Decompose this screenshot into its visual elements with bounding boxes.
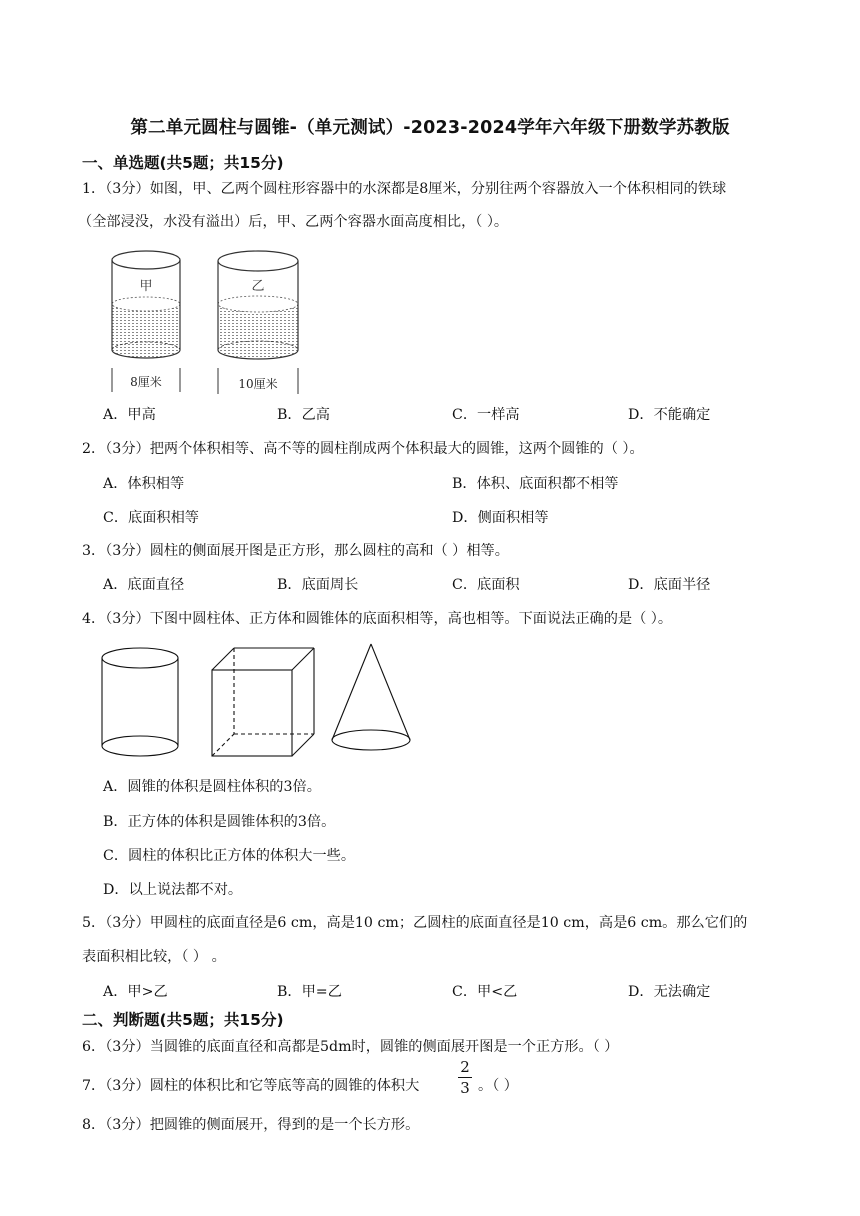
cylinder-yi-label: 乙 [251,279,265,294]
cube-shape [212,648,314,756]
fraction-numerator: 2 [460,1058,470,1076]
question-5-option-d[interactable]: D．无法确定 [628,984,711,1000]
question-7-fraction [458,1058,472,1097]
question-3-option-b[interactable]: B．底面周长 [277,577,359,593]
figure-two-cylinders [100,244,320,400]
cylinder-yi [218,251,298,394]
question-3-option-c[interactable]: C．底面积 [452,577,520,593]
question-2-text: 2．（3分）把两个体积相等、高不等的圆柱削成两个体积最大的圆锥，这两个圆锥的（ ）。 [82,441,644,457]
question-2-option-b[interactable]: B．体积、底面积都不相等 [452,476,619,492]
question-2-option-c[interactable]: C．底面积相等 [103,510,199,526]
question-1-option-b[interactable]: B．乙高 [277,407,330,423]
question-1-option-a[interactable]: A．甲高 [103,407,156,423]
question-4-option-d[interactable]: D．以上说法都不对。 [103,882,243,898]
question-6-text: 6．（3分）当圆锥的底面直径和高都是5dm时，圆锥的侧面展开图是一个正方形。（ ） [82,1039,619,1055]
question-3-option-a[interactable]: A．底面直径 [103,577,185,593]
cylinder-shape [102,648,178,756]
question-5-option-a[interactable]: A．甲>乙 [103,984,168,1000]
question-7-text: 7．（3分）圆柱的体积比和它等底等高的圆锥的体积大 [82,1078,420,1094]
question-2-option-a[interactable]: A．体积相等 [103,476,185,492]
question-7-tail: 。（ ） [478,1078,518,1094]
question-5-line-2: 表面积相比较，（ ） 。 [82,949,226,965]
cone-shape [332,644,410,750]
question-1-option-d[interactable]: D．不能确定 [628,407,711,423]
cylinder-jia [112,251,180,392]
question-3-text: 3．（3分）圆柱的侧面展开图是正方形，那么圆柱的高和（ ）相等。 [82,543,509,559]
fraction-denominator: 3 [460,1079,470,1097]
cylinder-jia-dimension: 8厘米 [130,375,162,389]
cylinder-yi-dimension: 10厘米 [238,377,278,391]
question-5-option-b[interactable]: B．甲=乙 [277,984,342,1000]
page-title: 第二单元圆柱与圆锥-（单元测试）-2023-2024学年六年级下册数学苏教版 [130,118,730,138]
question-8-text: 8．（3分）把圆锥的侧面展开，得到的是一个长方形。 [82,1117,420,1133]
question-4-option-b[interactable]: B．正方体的体积是圆锥体积的3倍。 [103,814,336,830]
question-2-option-d[interactable]: D．侧面积相等 [452,510,549,526]
question-3-option-d[interactable]: D．底面半径 [628,577,711,593]
question-5-option-c[interactable]: C．甲<乙 [452,984,518,1000]
figure-cylinder-cube-cone [98,640,418,762]
cylinder-jia-label: 甲 [139,279,153,294]
section-heading-single-choice: 一、单选题(共5题；共15分) [82,154,284,172]
question-1-option-c[interactable]: C．一样高 [452,407,520,423]
question-4-option-a[interactable]: A．圆锥的体积是圆柱体积的3倍。 [103,779,321,795]
question-5-line-1: 5．（3分）甲圆柱的底面直径是6 cm，高是10 cm；乙圆柱的底面直径是10 cm，高是6 cm。那么它们的 [82,915,748,931]
question-1-line-2: （全部浸没，水没有溢出）后，甲、乙两个容器水面高度相比，（ ）。 [78,214,509,230]
question-4-text: 4．（3分）下图中圆柱体、正方体和圆锥体的底面积相等，高也相等。下面说法正确的是（ ）。 [82,611,673,627]
question-1-line-1: 1．（3分）如图，甲、乙两个圆柱形容器中的水深都是8厘米，分别往两个容器放入一个体积相同的铁球 [82,181,727,197]
fraction-bar [458,1077,472,1078]
question-4-option-c[interactable]: C．圆柱的体积比正方体的体积大一些。 [103,848,356,864]
section-heading-true-false: 二、判断题(共5题；共15分) [82,1011,284,1029]
